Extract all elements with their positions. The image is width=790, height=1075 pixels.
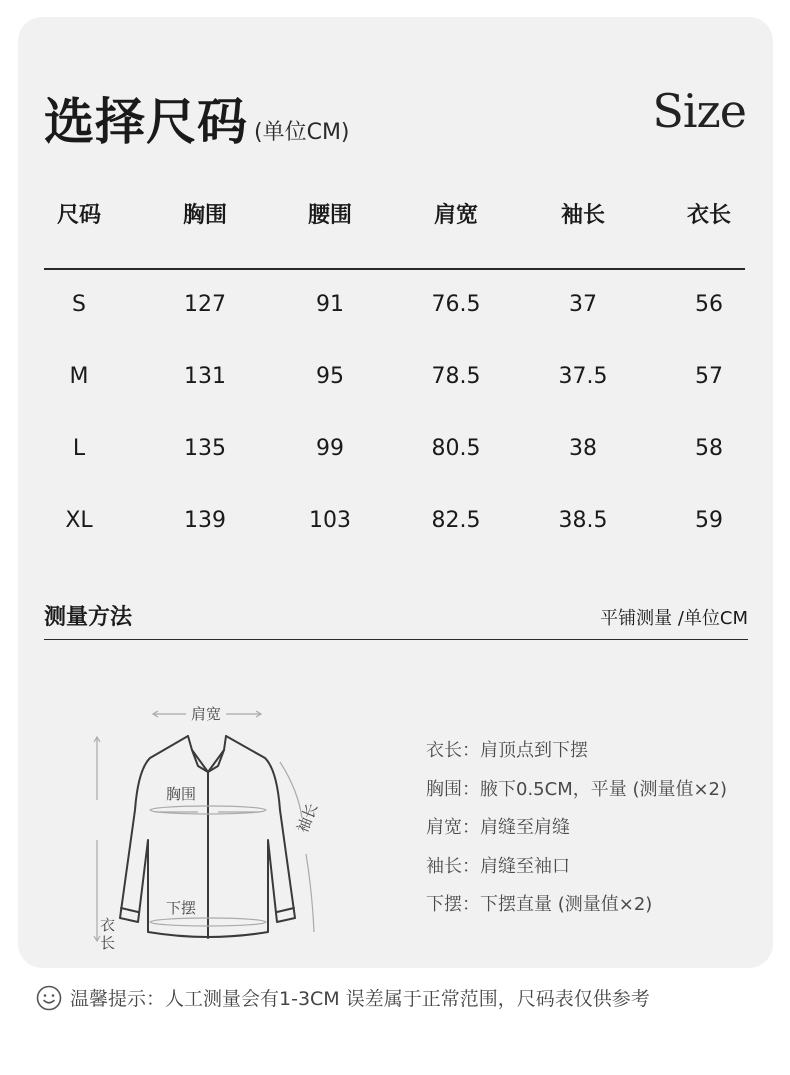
table-header-cell: 袖长 [560,203,605,228]
table-cell: 95 [316,364,344,389]
table-header-divider [44,268,745,270]
shirt-diagram [80,700,330,950]
diagram-label-sleeve: 袖长 [293,800,322,836]
table-cell: 135 [184,436,226,461]
table-row [44,292,745,322]
page-title: 选择尺码 [44,93,248,151]
diagram-label-shoulder: 肩宽 [190,705,222,723]
table-cell: 78.5 [431,364,481,389]
footer-tip-text: 温馨提示：人工测量会有1-3CM 误差属于正常范围，尺码表仅供参考 [70,988,650,1010]
title-unit: (单位CM) [254,120,350,145]
table-cell: 131 [184,364,226,389]
page-title-group [44,82,350,154]
method-divider [44,639,748,640]
measure-item: 下摆：下摆直量 (测量值×2) [426,894,653,915]
table-cell: 37.5 [558,364,608,389]
smiley-icon [36,985,62,1011]
table-cell: 91 [316,292,344,317]
table-header-cell: 胸围 [182,203,227,228]
table-row [44,436,745,466]
table-row [44,364,745,394]
table-cell: 57 [695,364,723,389]
measure-item: 袖长：肩缝至袖口 [426,855,570,877]
measure-item: 肩宽：肩缝至肩缝 [426,817,570,838]
table-cell: 103 [309,508,351,533]
table-header-cell: 腰围 [307,203,352,228]
table-cell: 76.5 [431,292,481,317]
diagram-label-length: 衣长 [100,916,116,950]
table-header-row [44,198,745,232]
measure-item: 衣长：肩顶点到下摆 [426,740,588,761]
table-cell: 82.5 [431,508,481,533]
table-cell: 99 [316,436,344,461]
measure-item: 胸围：腋下0.5CM，平量 (测量值×2) [426,778,728,800]
table-row [44,508,745,538]
diagram-label-chest: 胸围 [165,785,197,803]
table-cell: L [72,436,86,461]
table-cell: 56 [695,292,723,317]
table-cell: S [72,292,86,317]
table-header-cell: 尺码 [56,203,101,228]
table-header-cell: 肩宽 [433,203,478,228]
table-cell: 38 [569,436,597,461]
method-note: 平铺测量 /单位CM [600,608,748,629]
footer-tip [36,984,650,1011]
table-cell: XL [65,508,93,533]
table-cell: 59 [695,508,723,533]
table-cell: 139 [184,508,226,533]
table-cell: M [69,364,89,389]
table-cell: 58 [695,436,723,461]
table-cell: 127 [184,292,226,317]
size-wordmark: Size [652,84,746,138]
method-title: 测量方法 [44,605,133,630]
measure-list [426,738,727,931]
table-cell: 80.5 [431,436,481,461]
table-cell: 38.5 [558,508,608,533]
table-header-cell: 衣长 [686,203,731,228]
diagram-label-hem: 下摆 [165,899,197,917]
table-cell: 37 [569,292,597,317]
